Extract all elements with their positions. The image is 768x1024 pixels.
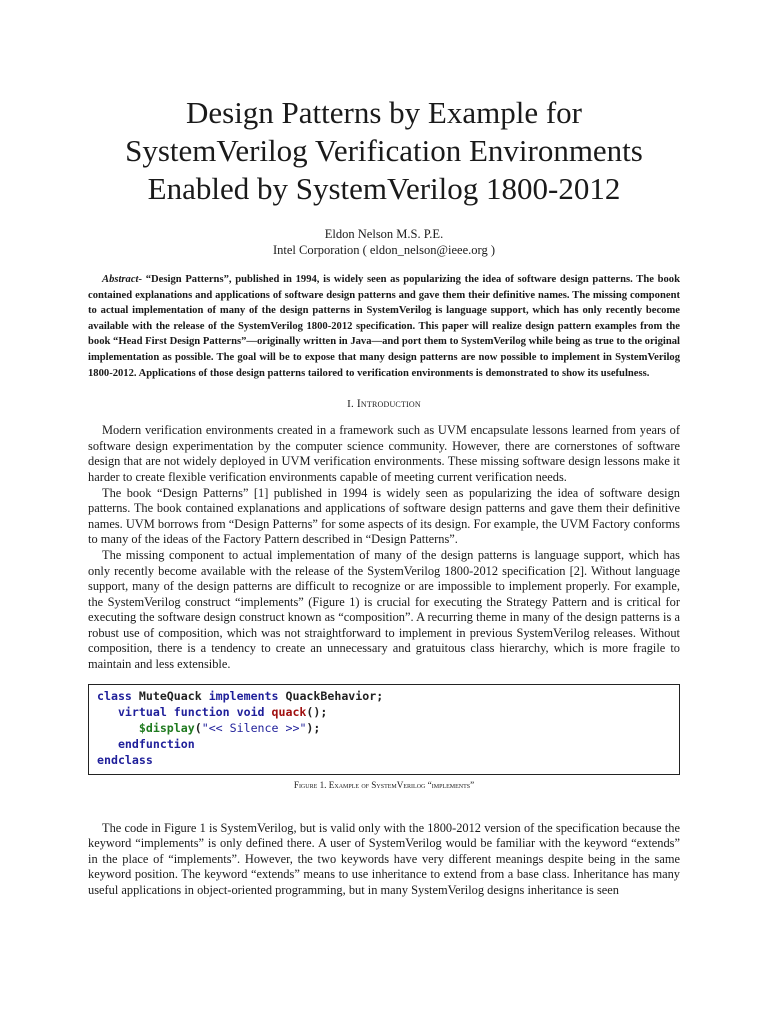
section-number: I. [347,398,357,411]
author-block [88,226,680,258]
body-paragraph: The book “Design Patterns” [1] published in 1994 is widely seen as popularizing the idea of software design patterns. The book contained explanations and applications of software design patterns and gave them their definitive names. UVM borrows from “Design Patterns” for some aspects of its design. For example, the UVM Factory conforms to many of the ideas of the Factory Pattern described in “Design Patterns”. [88,485,680,547]
abstract-label: Abstract- [102,274,143,285]
author-name: Eldon Nelson M.S. P.E. [324,227,444,241]
body-paragraph: The missing component to actual implementation of many of the design patterns is language support, which has only recently become available with the release of the SystemVerilog 1800-2012 specification [2]. Without language support, many of the design patterns are difficult to recognize or are impossible to implement properly. For example, the SystemVerilog construct “implements” (Figure 1) is crucial for executing the Strategy Pattern and is critical for executing the software design construct known as “composition”. A recurring theme in many of the design patterns is a robust use of composition, which was not straightforward to implement in previous SystemVerilog releases. Without composition, there is a tendency to create an unnecessary and gratuitous class hierarchy, which is more fragile to maintain and less extensible. [88,547,680,672]
author-affiliation: Intel Corporation ( eldon_nelson@ieee.org ) [273,243,495,257]
code-figure [88,684,680,775]
code-line: virtual function void quack(); [117,704,328,719]
body-paragraph: Modern verification environments created in a framework such as UVM encapsulate lessons learned from years of software design experimentation by the computer science community. However, there are cornerstones of software design that are not widely deployed in UVM verification environments. These missing software design lessons make it harder to create flexible verification environments capable of meeting current verification needs. [88,423,680,484]
title-line: Design Patterns by Example for [185,95,583,130]
code-line: class MuteQuack implements QuackBehavior; [97,688,384,703]
code-line: $display("<< Silence >>"); [138,720,321,735]
title-line: SystemVerilog Verification Environments [125,133,643,168]
section-title: Introduction [356,398,421,411]
paper-title [88,0,680,208]
figure-caption: Figure 1. Example of SystemVerilog “implements” [293,779,475,790]
code-line: endfunction [117,736,195,751]
body-paragraph: The code in Figure 1 is SystemVerilog, but is valid only with the 1800-2012 version of the specification because the keyword “implements” is only defined there. A user of SystemVerilog would be familiar with the keyword “extends” in the place of “implements”. However, the two keywords have very different meanings despite being in the same keyword position. The keyword “extends” means to use inheritance to extend from a base class. Inheritance has many useful applications in object-oriented programming, but in many SystemVerilog designs inheritance is seen [88,820,680,898]
section-heading [88,397,680,411]
code-line: endclass [97,752,153,767]
abstract-text: “Design Patterns”, published in 1994, is widely seen as popularizing the idea of software design patterns. The book contained explanations and applications of software design patterns and gave them their definitive names. The missing component to actual implementation of many of the design patterns in SystemVerilog is language support, which has only recently become available with the release of the SystemVerilog 1800-2012 specification. This paper will realize design pattern examples from the book “Head First Design Patterns”—originally written in Java—and port them to SystemVerilog while being as true to the original implementation as possible. The goal will be to expose that many design patterns are now possible to implement in SystemVerilog 1800-2012. Applications of those design patterns tailored to verification environments is demonstrated to show its usefulness. [88,274,680,379]
introduction-body [88,423,680,673]
abstract [88,272,680,381]
title-line: Enabled by SystemVerilog 1800-2012 [147,171,621,206]
